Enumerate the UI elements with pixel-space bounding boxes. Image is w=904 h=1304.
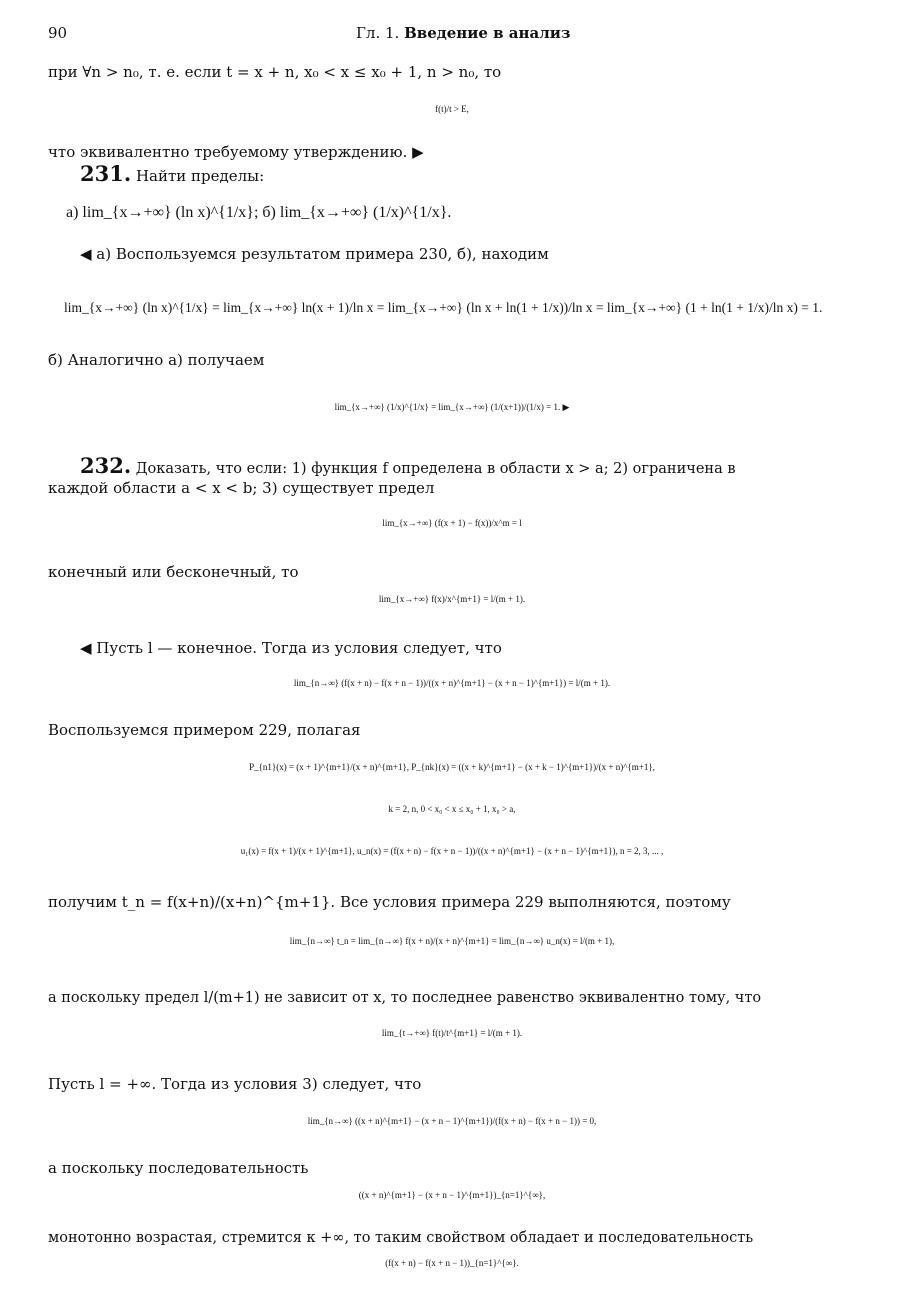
text-line-6: конечный или бесконечный, то <box>48 563 299 581</box>
formula-4: lim_{x→+∞} (1/x)^{1/x} = lim_{x→+∞} (1/(x+1))/(1/x) = 1. ▶ <box>334 402 570 412</box>
problem-number: 231. <box>80 161 132 186</box>
text-line-1: при ∀n > n₀, т. е. если t = x + n, x₀ < x ≤ x₀ + 1, n > n₀, то <box>48 63 502 81</box>
problem-statement: Доказать, что если: 1) функция f определена в области x > a; 2) ограничена в <box>135 461 736 477</box>
text-line-7: ◀ Пусть l — конечное. Тогда из условия следует, что <box>80 639 502 657</box>
formula-2: а) lim_{x→+∞} (ln x)^{1/x}; б) lim_{x→+∞} (1/x)^{1/x}. <box>66 204 452 221</box>
formula-5: lim_{x→+∞} (f(x + 1) − f(x))/x^m = l <box>382 518 522 528</box>
formula-7: lim_{n→∞} (f(x + n) − f(x + n − 1))/((x + n)^{m+1} − (x + n − 1)^{m+1}) = l/(m + 1). <box>293 678 611 688</box>
text-line-3: ◀ а) Воспользуемся результатом примера 230, б), находим <box>80 245 549 263</box>
chapter-number: Гл. 1. <box>356 24 400 42</box>
text-line-2: что эквивалентно требуемому утверждению. ▶ <box>48 143 424 161</box>
problem-231 <box>80 161 265 186</box>
running-header <box>356 24 571 42</box>
formula-11: lim_{n→∞} t_n = lim_{n→∞} f(x + n)/(x + n)^{m+1} = lim_{n→∞} u_n(x) = l/(m + 1), <box>289 936 615 946</box>
formula-10: u₁(x) = f(x + 1)/(x + 1)^{m+1}, u_n(x) = (f(x + n) − f(x + n − 1))/((x + n)^{m+1} − (x + n − 1)^{m+1}), n = 2, 3, ... , <box>240 846 664 856</box>
formula-12: lim_{t→+∞} f(t)/t^{m+1} = l/(m + 1). <box>381 1028 523 1038</box>
text-line-11: Пусть l = +∞. Тогда из условия 3) следует, что <box>48 1075 422 1093</box>
chapter-title: Введение в анализ <box>404 24 571 42</box>
formula-9: k = 2, n, 0 < x₀ < x ≤ x₀ + 1, x₀ > a, <box>388 804 516 814</box>
formula-14: ((x + n)^{m+1} − (x + n − 1)^{m+1})_{n=1}^{∞}, <box>358 1190 546 1200</box>
formula-1: f(t)/t > E, <box>435 104 469 114</box>
problem-232 <box>80 453 736 479</box>
text-line-12: а поскольку последовательность <box>48 1159 309 1177</box>
formula-3: lim_{x→+∞} (ln x)^{1/x} = lim_{x→+∞} ln(x + 1)/ln x = lim_{x→+∞} (ln x + ln(1 + 1/x))/ln x = lim_{x→+∞} (1 + ln(1 + 1/x)/ln x) = 1. <box>64 300 823 315</box>
formula-6: lim_{x→+∞} f(x)/x^{m+1} = l/(m + 1). <box>378 594 526 604</box>
text-line-8: Воспользуемся примером 229, полагая <box>48 721 361 739</box>
text-line-13: монотонно возрастая, стремится к +∞, то таким свойством обладает и последовательность <box>48 1230 754 1246</box>
page-number: 90 <box>48 24 68 42</box>
formula-15: (f(x + n) − f(x + n − 1))_{n=1}^{∞}. <box>385 1258 519 1268</box>
text-line-9: получим t_n = f(x+n)/(x+n)^{m+1}. Все условия примера 229 выполняются, поэтому <box>48 893 731 911</box>
problem-number: 232. <box>80 453 132 478</box>
problem-statement: Найти пределы: <box>135 167 265 185</box>
text-line-10: а поскольку предел l/(m+1) не зависит от x, то последнее равенство эквивалентно тому, что <box>48 990 762 1006</box>
text-line-5: каждой области a < x < b; 3) существует предел <box>48 479 435 497</box>
text-line-4: б) Аналогично а) получаем <box>48 351 265 369</box>
formula-8: P_{n1}(x) = (x + 1)^{m+1}/(x + n)^{m+1}, P_{nk}(x) = ((x + k)^{m+1} − (x + k − 1)^{m+1})/(x + n)^{m+1}, <box>249 762 655 772</box>
formula-13: lim_{n→∞} ((x + n)^{m+1} − (x + n − 1)^{m+1})/(f(x + n) − f(x + n − 1)) = 0, <box>307 1116 597 1126</box>
